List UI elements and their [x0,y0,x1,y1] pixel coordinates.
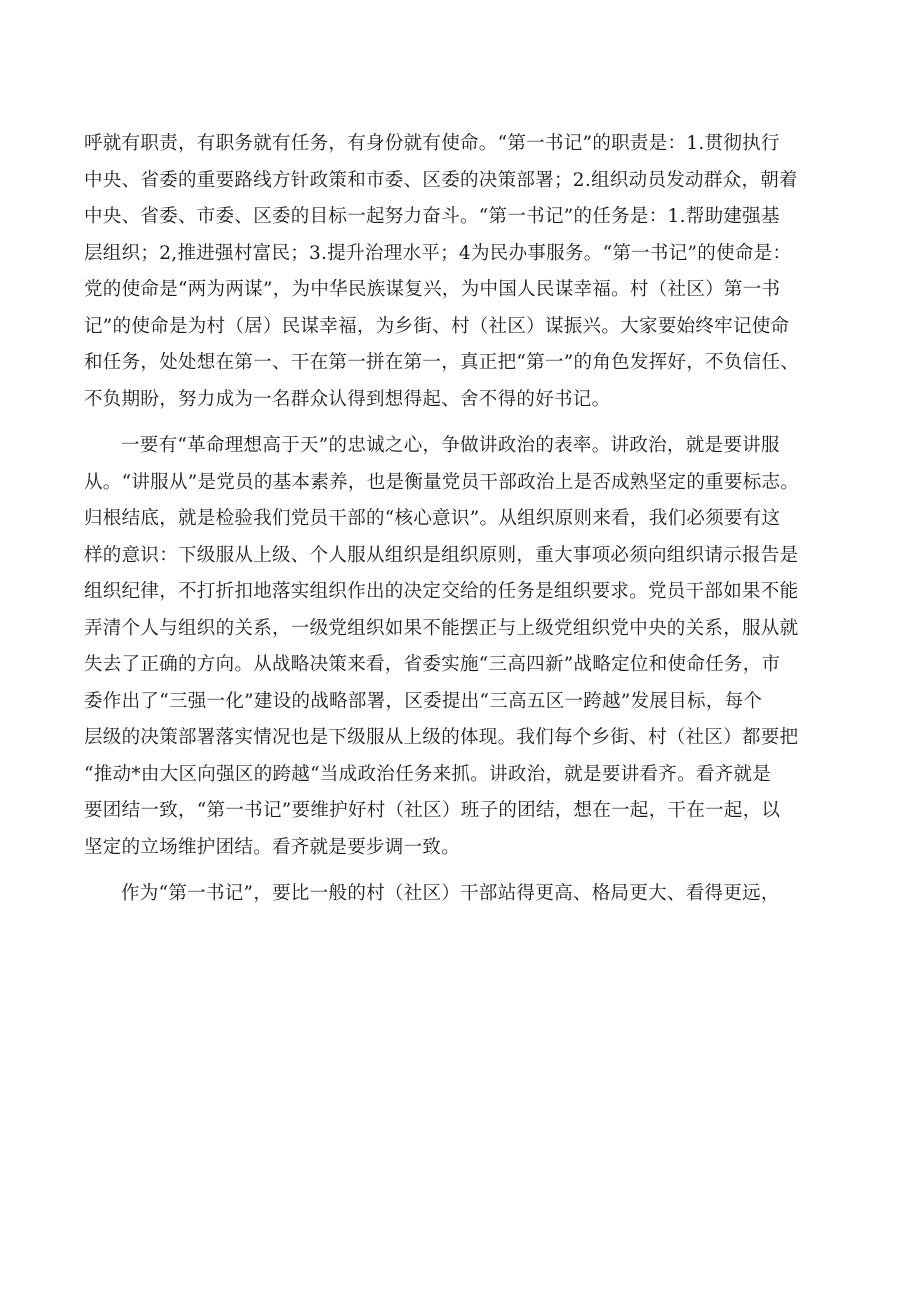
paragraph-3 [84,876,840,913]
text-line: 样的意识：下级服从上级、个人服从组织是组织原则，重大事项必须向组织请示报告是 [84,544,799,566]
document-body [84,126,840,913]
text-line: “推动*由大区向强区的跨越“当成政治任务来抓。讲政治，就是要讲看齐。看齐就是 [84,763,772,785]
text-line: 呼就有职责，有职务就有任务，有身份就有使命。“第一书记”的职责是：1.贯彻执行 [84,133,780,154]
text-line: 坚定的立场维护团结。看齐就是要步调一致。 [84,836,461,858]
text-line: 作为“第一书记”，要比一般的村（社区）干部站得更高、格局更大、看得更远， [121,883,780,904]
text-line: 组织纪律，不打折扣地落实组织作出的决定交给的任务是组织要求。党员干部如果不能 [84,581,799,602]
text-line: 归根结底，就是检验我们党员干部的“核心意识”。从组织原则来看，我们必须要有这 [84,508,781,529]
text-line: 和任务，处处想在第一、干在第一拼在第一，真正把“第一”的角色发挥好，不负信任、 [84,352,800,373]
text-line: 失去了正确的方向。从战略决策来看，省委实施“三高四新”战略定位和使命任务，市 [84,654,781,675]
text-line: 委作出了“三强一化”建设的战略部署，区委提出“三高五区一跨越”发展目标，每个 [84,690,763,712]
paragraph-2 [84,428,840,866]
text-line: 记”的使命是为村（居）民谋幸福，为乡街、村（社区）谋振兴。大家要始终牢记使命 [84,315,790,337]
text-line: 不负期盼，努力成为一名群众认得到想得起、舍不得的好书记。 [84,388,611,410]
text-line: 一要有“革命理想高于天”的忠诚之心，争做讲政治的表率。讲政治，就是要讲服 [121,435,780,456]
paragraph-gap [84,866,840,876]
text-line: 中央、省委、市委、区委的目标一起努力奋斗。“第一书记”的任务是：1.帮助建强基 [84,206,780,227]
text-line: 党的使命是“两为两谋”，为中华民族谋复兴，为中国人民谋幸福。村（社区）第一书 [84,279,781,300]
paragraph-gap [84,418,840,428]
text-line: 从。“讲服从”是党员的基本素养，也是衡量党员干部政治上是否成熟坚定的重要标志。 [84,471,800,493]
paragraph-1 [84,126,840,418]
text-line: 层级的决策部署落实情况也是下级服从上级的体现。我们每个乡街、村（社区）都要把 [84,727,799,748]
text-line: 中央、省委的重要路线方针政策和市委、区委的决策部署；2.组织动员发动群众，朝着 [84,169,798,191]
text-line: 层组织；2,推进强村富民；3.提升治理水平；4为民办事服务。“第一书记”的使命是： [84,242,792,264]
text-line: 要团结一致，“第一书记”要维护好村（社区）班子的团结，想在一起，干在一起，以 [84,800,781,821]
text-line: 弄清个人与组织的关系，一级党组织如果不能摆正与上级党组织党中央的关系，服从就 [84,617,799,639]
